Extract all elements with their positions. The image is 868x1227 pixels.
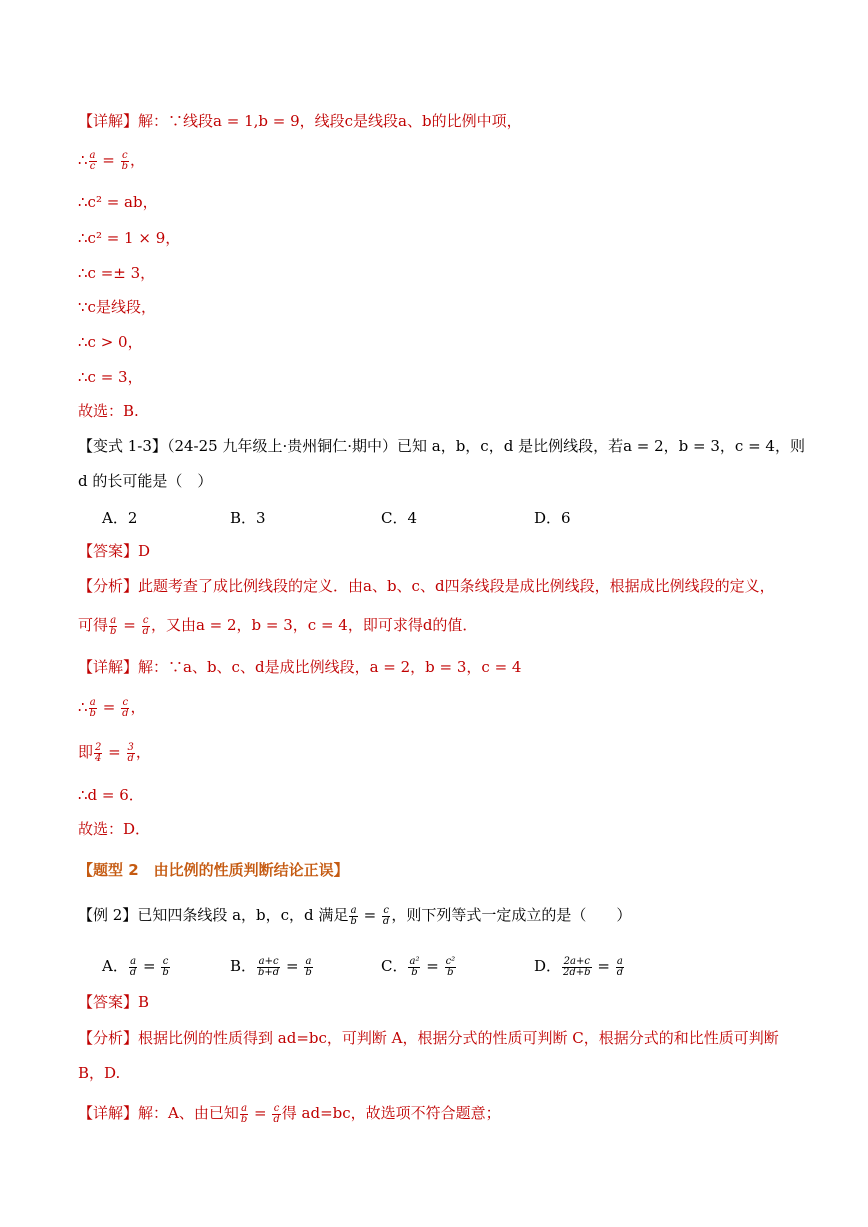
- example2-option-c: C． $\frac{\text{a²}}{b}$ = $\frac{\text{c²}}{b}$: [381, 955, 456, 978]
- detail-tag: 【详解】: [78, 1104, 139, 1122]
- variant-question-line-2: d 的长可能是（ ）: [78, 472, 213, 490]
- fraction: $\frac{a}{b}$: [350, 904, 357, 927]
- answer-line-1: [78, 541, 150, 561]
- detail2-line-4: ∴d = 6．: [78, 786, 144, 804]
- example2-question: 【例 2】已知四条线段 a，b，c，d 满足 $\frac{a}{b}$ = $\frac{c}{d}$ ，则下列等式一定成立的是（ ）: [78, 904, 632, 927]
- section-title: 【题型 2 由比例的性质判断结论正误】: [78, 861, 349, 879]
- analysis-text: 此题考查了成比例线段的定义．由a、b、c、d四条线段是成比例线段，根据成比例线段的定义，: [138, 577, 775, 595]
- fraction: $\frac{c}{d}$: [122, 696, 129, 719]
- example2-option-d: D． $\frac{2a+c}{2d+b}$ = $\frac{a}{d}$: [534, 955, 624, 978]
- detail-line-3: ∴c² = ab，: [78, 193, 158, 211]
- detail-line-1: [78, 111, 522, 131]
- answer-tag: 【答案】: [78, 542, 139, 560]
- option-d: D．6: [534, 509, 571, 527]
- punct: ，: [130, 151, 146, 169]
- answer-line-2: [78, 992, 149, 1012]
- detail-line-8: ∴c = 3，: [78, 368, 143, 386]
- example-tag: 【例 2】: [78, 906, 138, 924]
- detail2-line-1: [78, 657, 521, 677]
- detail-line-5: ∴c =± 3，: [78, 264, 156, 282]
- option-b: B．3: [230, 509, 266, 527]
- detail3-line-1: 【详解】解：A、由已知 $\frac{a}{b}$ = $\frac{c}{d}$ 得 ad=bc，故选项不符合题意；: [78, 1102, 501, 1125]
- detail-line-6: ∵c是线段，: [78, 298, 156, 316]
- option-c: C．4: [381, 509, 418, 527]
- variant-question-line-1: [78, 436, 805, 456]
- analysis-line-1: [78, 576, 775, 596]
- analysis-tag: 【分析】: [78, 1029, 139, 1047]
- example2-option-a: A． $\frac{a}{d}$ = $\frac{c}{b}$: [102, 955, 169, 978]
- analysis-text: 根据比例的性质得到 ad=bc，可判断 A，根据分式的性质可判断 C，根据分式的和比性质可判断: [138, 1029, 779, 1047]
- fraction: $\frac{c}{d}$: [142, 614, 149, 637]
- example2-option-b: B． $\frac{a+c}{b+d}$ = $\frac{a}{b}$: [230, 955, 312, 978]
- fraction: $\frac{a}{b}$: [240, 1102, 248, 1125]
- detail-tag: 【详解】: [78, 658, 139, 676]
- detail-text: 解：∵a、b、c、d是成比例线段，a = 2，b = 3，c = 4: [138, 658, 522, 676]
- detail-line-7: ∴c > 0，: [78, 333, 143, 351]
- detail2-line-2: ∴ $\frac{a}{b}$ = $\frac{c}{d}$ ，: [78, 696, 146, 719]
- detail-tag: 【详解】: [78, 112, 139, 130]
- analysis2-line-1: [78, 1028, 779, 1048]
- answer-tag: 【答案】: [78, 993, 139, 1011]
- equals: =: [97, 151, 120, 169]
- analysis-line-2: 可得 $\frac{a}{b}$ = $\frac{c}{d}$ ，又由a = 2，b = 3，c = 4，即可求得d的值．: [78, 614, 478, 637]
- variant-text: （24-25 九年级上·贵州铜仁·期中）已知 a，b，c，d 是比例线段，若a = 2，b = 3，c = 4，则: [166, 437, 805, 455]
- fraction: $\frac{c}{d}$: [382, 904, 390, 927]
- fraction: $\frac{a}{b}$: [89, 696, 96, 719]
- detail2-line-3: 即 $\frac{2}{4}$ = $\frac{3}{d}$ ，: [78, 741, 151, 764]
- detail-line-4: ∴c² = 1 × 9，: [78, 229, 181, 247]
- fraction: $\frac{2}{4}$: [95, 741, 102, 764]
- answer-value: D: [138, 542, 151, 560]
- variant-tag: 【变式 1-3】: [78, 437, 167, 455]
- fraction: $\frac{c}{d}$: [273, 1102, 280, 1125]
- detail-line-9: 故选：B.: [78, 402, 139, 420]
- answer-value: B: [138, 993, 150, 1011]
- detail-text: 解：∵线段a = 1,b = 9，线段c是线段a、b的比例中项，: [138, 112, 522, 130]
- analysis2-line-2: B，D.: [78, 1064, 121, 1082]
- option-a: A．2: [102, 509, 138, 527]
- detail-line-2: [78, 150, 145, 172]
- fraction: $\frac{3}{d}$: [127, 741, 134, 764]
- fraction: $\frac{c}{b}$: [121, 149, 129, 172]
- analysis-tag: 【分析】: [78, 577, 139, 595]
- detail2-line-5: 故选：D．: [78, 820, 151, 838]
- fraction: $\frac{a}{c}$: [89, 149, 96, 172]
- therefore-symbol: ∴: [78, 151, 88, 169]
- fraction: $\frac{a}{b}$: [110, 614, 117, 637]
